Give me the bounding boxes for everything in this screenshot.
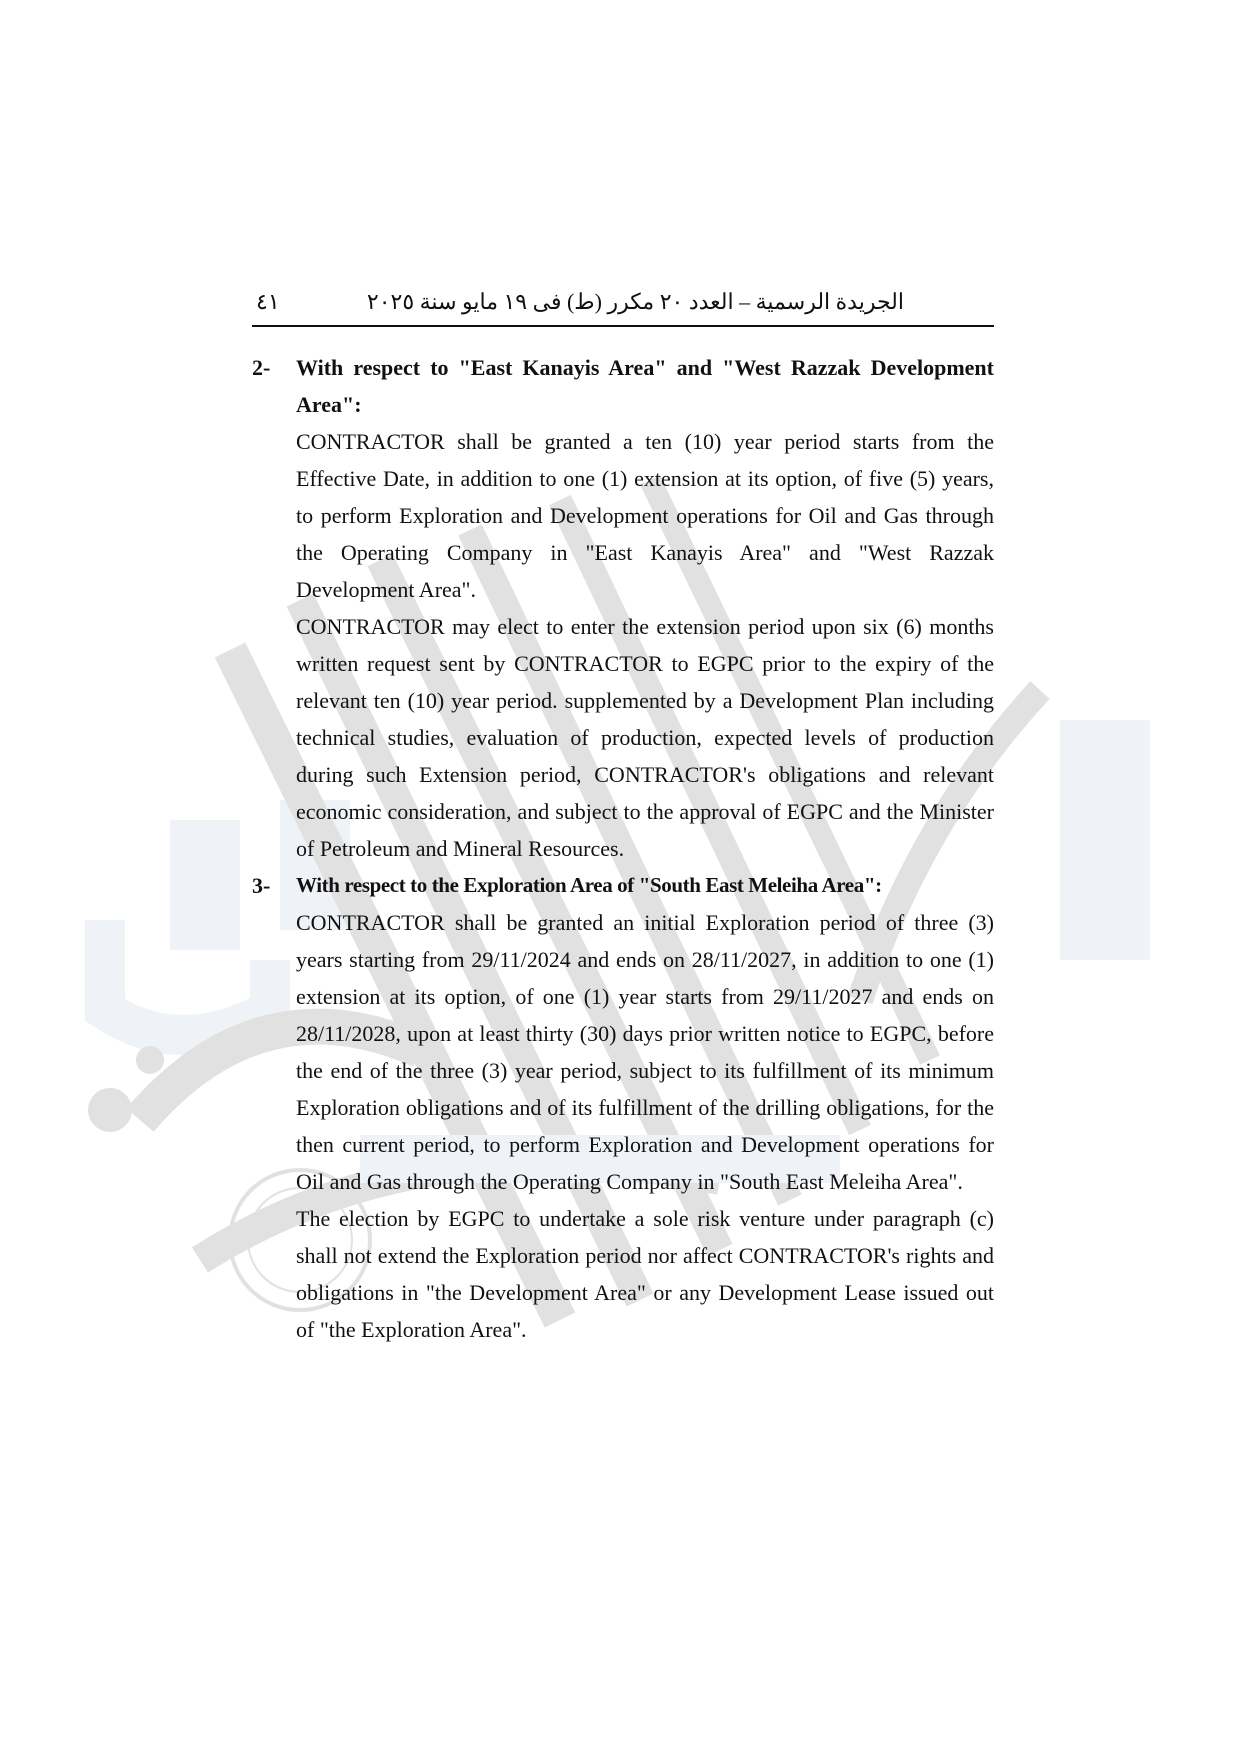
section-heading: With respect to the Exploration Area of "South East Meleiha Area": (296, 873, 882, 897)
paragraph: The election by EGPC to undertake a sole risk venture under paragraph (c) shall not extend the Exploration period nor affect CONTRACTOR's rights and obligations in "the Development Area" or any Development Lease issued out of "the Exploration Area". (296, 1206, 994, 1342)
section-number: 3- (252, 873, 271, 898)
document-body (252, 349, 994, 1348)
section-heading: With respect to "East Kanayis Area" and "West Razzak Development Area": (296, 355, 994, 417)
paragraph: CONTRACTOR shall be granted a ten (10) year period starts from the Effective Date, in addition to one (1) extension at its option, of five (5) years, to perform Exploration and Development operations for Oil and Gas through the Operating Company in "East Kanayis Area" and "West Razzak Development Area". (296, 429, 994, 602)
paragraph: CONTRACTOR shall be granted an initial Exploration period of three (3) years starting from 29/11/2024 and ends on 28/11/2027, in addition to one (1) extension at its option, of one (1) year starts from 29/11/2027 and ends on 28/11/2028, upon at least thirty (30) days prior written notice to EGPC, before the end of the three (3) year period, subject to its fulfillment of its minimum Exploration obligations and of its fulfillment of the drilling obligations, for the then current period, to perform Exploration and Development operations for Oil and Gas through the Operating Company in "South East Meleiha Area". (296, 910, 994, 1194)
section-number: 2- (252, 355, 271, 380)
page-number: ٤١ (256, 289, 280, 314)
section-2 (252, 349, 994, 867)
page-header (252, 285, 994, 327)
gazette-title: الجريدة الرسمية – العدد ٢٠ مكرر (ط) فى ١٩ مايو سنة ٢٠٢٥ (366, 289, 904, 314)
section-3 (252, 867, 994, 1348)
paragraph: CONTRACTOR may elect to enter the extension period upon six (6) months written request sent by CONTRACTOR to EGPC prior to the expiry of the relevant ten (10) year period. supplemented by a Development Plan including technical studies, evaluation of production, expected levels of production during such Extension period, CONTRACTOR's obligations and relevant economic consideration, and subject to the approval of EGPC and the Minister of Petroleum and Mineral Resources. (296, 614, 994, 861)
